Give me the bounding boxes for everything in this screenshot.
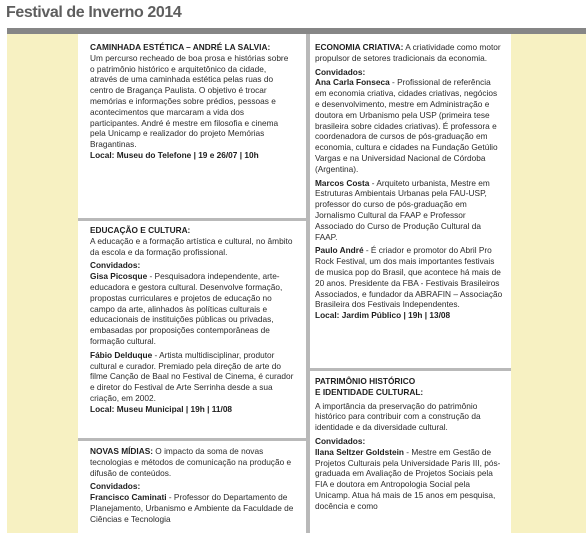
right-row-divider-1 xyxy=(310,368,511,371)
guest-bio: - Mestre em Gestão de Projetos Culturais pela Universidade Paris III, pós-graduada em Avaliação de Projetos Sociais pela FIA e doutora em Antropologia Social pela Unicamp. Atua há mais de 15 anos em pesquisa, docência e como xyxy=(315,446,501,511)
guest-name: Marcos Costa xyxy=(315,177,370,188)
event-location: Local: Jardim Público | 19h | 13/08 xyxy=(315,310,451,321)
event-location: Local: Museu Municipal | 19h | 11/08 xyxy=(90,403,233,414)
guest-entry xyxy=(90,492,295,524)
guest-bio: - Profissional de referência em economia criativa, cidades criativas, negócios e desenvolvimento, mestre em Administração e doutora em Urbanismo pela USP (primeira tese brasileira sobre cidades criativas). É professora e coordenadora de cursos de pós-graduação em economia, cultura e cidades na Fundação Getúlio Vargas e na Universidad Nacional de Córdoba (Argentina). xyxy=(315,77,498,174)
guest-bio: - Arquiteto urbanista, Mestre em Estruturas Ambientais Urbanas pela FAU-USP, professor do curso de pós-graduação em Jornalismo Cultural da FAAP e Professor Associado do Curso de Produção Cultural da FAAP. xyxy=(315,177,490,242)
event-location: Local: Museu do Telefone | 19 e 26/07 | 10h xyxy=(90,149,259,160)
section-title-line-2: E IDENTIDADE CULTURAL: xyxy=(315,386,424,397)
guest-entry xyxy=(315,447,503,512)
guest-entry xyxy=(90,271,295,347)
guest-name: Francisco Caminati xyxy=(90,492,167,503)
section-novas-midias xyxy=(90,446,295,525)
cream-margin-background xyxy=(7,34,586,533)
guest-entry xyxy=(315,178,503,243)
guest-name: Gisa Picosque xyxy=(90,271,148,282)
guest-name: Fábio Delduque xyxy=(90,349,153,360)
guest-entry xyxy=(90,350,295,404)
guest-name: Paulo André xyxy=(315,245,364,256)
guest-entry xyxy=(315,245,503,310)
section-title-line-1: PATRIMÔNIO HISTÓRICO xyxy=(315,376,416,386)
section-title: NOVAS MÍDIAS: xyxy=(90,446,153,456)
document-page xyxy=(78,34,511,533)
column-divider xyxy=(306,34,310,533)
section-intro-line xyxy=(90,446,295,478)
guests-label: Convidados: xyxy=(90,260,141,271)
guest-name: Ana Carla Fonseca xyxy=(315,77,390,88)
guest-bio: - Pesquisadora independente, arte-educadora e gestora cultural. Desenvolve formação, propostas curriculares e projetos de educação no campo da arte, alinhados às políticas culturais e educacionais de instituições públicas ou privadas, embasadas por proposições contemporâneas de formação cultural. xyxy=(90,271,283,346)
section-intro: O impacto da soma de novas tecnologias e métodos de comunicação na produção e difusão de conteúdos. xyxy=(90,446,292,478)
guest-entry xyxy=(315,77,503,174)
section-educacao-cultura xyxy=(90,225,295,415)
guests-label: Convidados: xyxy=(90,481,141,492)
page-title: Festival de Inverno 2014 xyxy=(6,4,182,21)
section-title: CAMINHADA ESTÉTICA – ANDRÉ LA SALVIA: xyxy=(90,42,271,52)
section-intro: A importância da preservação do patrimônio histórico para contribuir com a construção da identidade e da diversidade cultural. xyxy=(315,400,481,433)
section-title: EDUCAÇÃO E CULTURA: xyxy=(90,225,191,235)
guest-bio: - Artista multidisciplinar, produtor cultural e curador. Premiado pela direção de arte do filme Canção de Baal no Festival de Cinema, é curador e diretor do Festival de Arte Serrinha desde a sua criação, em 2002. xyxy=(90,349,294,403)
guests-label: Convidados: xyxy=(315,66,366,77)
document-viewer xyxy=(7,28,586,533)
section-caminhada-estetica xyxy=(90,42,295,161)
guest-bio: - É criador e promotor do Abril Pro Rock Festival, um dos mais importantes festivais de musica pop do Brasil, que acontece há mais de 20 anos. Presidente da FBA - Festivais Brasileiros Associados, e fundador da ABRAFIN – Associação Brasileira dos Festivais Independentes. xyxy=(315,245,503,310)
section-title: ECONOMIA CRIATIVA: xyxy=(315,42,404,52)
guest-bio: - Professor do Departamento de Planejamento, Urbanismo e Ambiente da Faculdade de Ciências e Tecnologia xyxy=(90,492,294,524)
section-economia-criativa xyxy=(315,42,503,321)
left-row-divider-1 xyxy=(78,218,306,221)
left-row-divider-2 xyxy=(78,438,306,441)
guest-name: Ilana Seltzer Goldstein xyxy=(315,446,404,457)
guests-label: Convidados: xyxy=(315,435,366,446)
section-intro-line xyxy=(315,42,503,64)
section-description: Um percurso recheado de boa prosa e histórias sobre o patrimônio histórico e arquitetônico da cidade, através de uma caminhada estética pelas ruas do centro de Bragança Paulista. O objetivo é trocar memórias e informações sobre prédios, pessoas e acontecimentos que marcaram a vida dos participantes. André é mestre em filosofia e cinema pela Unicamp e realizador do projeto Memórias Bragantinas. xyxy=(90,52,289,150)
section-intro: A educação e a formação artística e cultural, no âmbito da escola e da formação profissional. xyxy=(90,235,293,257)
section-intro: A criatividade como motor propulsor de setores tradicionais da economia. xyxy=(315,42,501,63)
section-patrimonio-historico xyxy=(315,376,503,512)
